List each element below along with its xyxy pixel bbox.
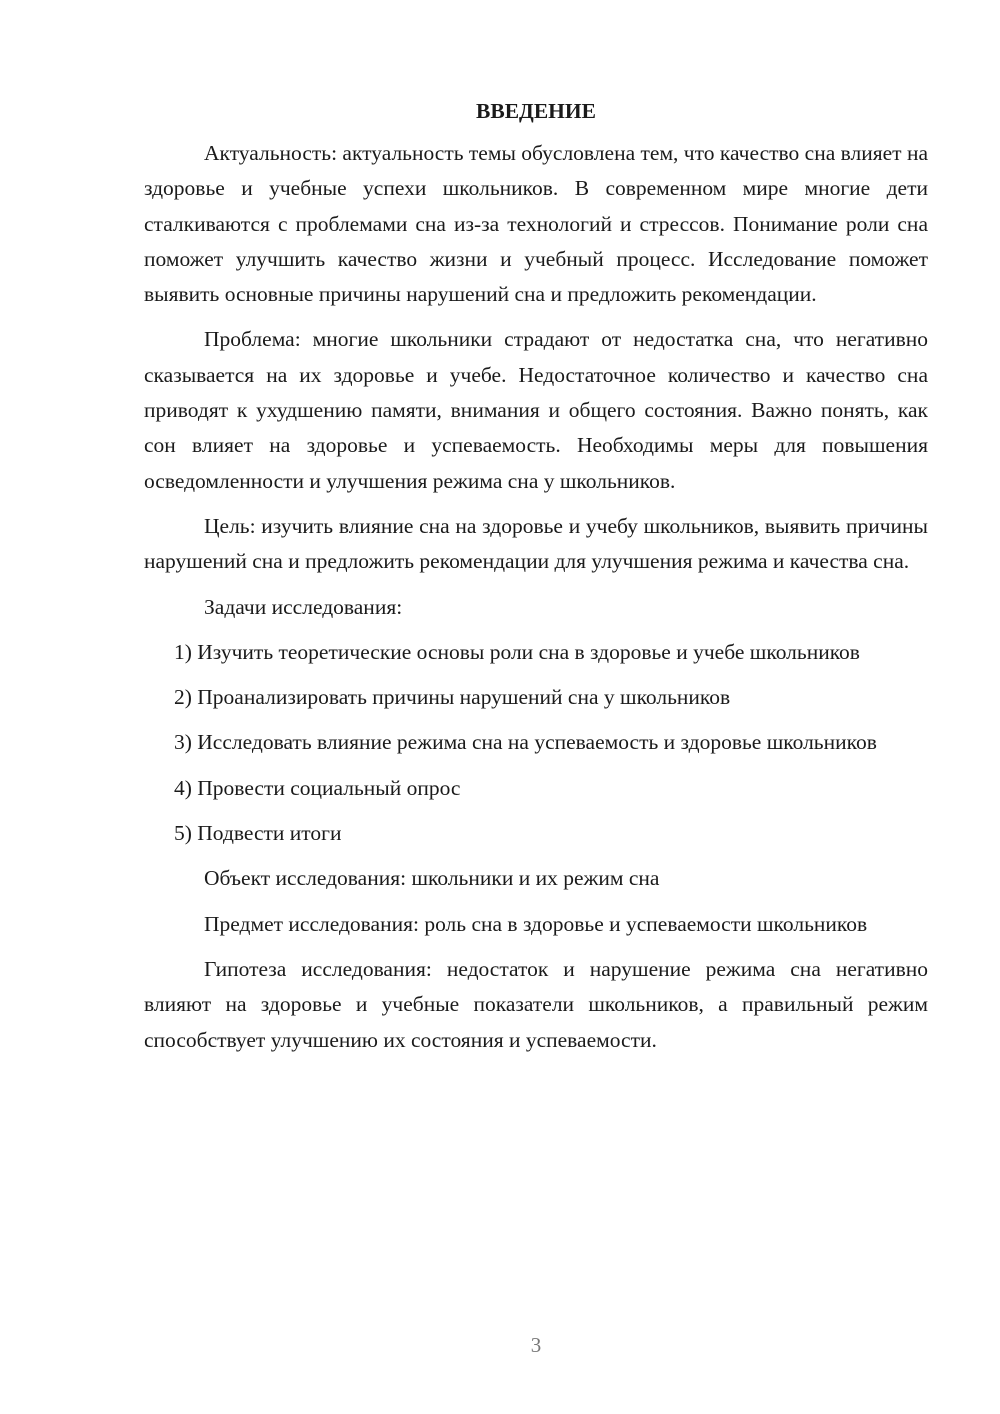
task-item-2: 2) Проанализировать причины нарушений сна у школьников: [174, 685, 731, 710]
page-number: 3: [530, 1333, 542, 1357]
task-item-5: 5) Подвести итоги: [174, 821, 342, 846]
paragraph-problem: Проблема: многие школьники страдают от недостатка сна, что негативно сказывается на их здоровье и учебе. Недостаточное количество и качество сна приводят к ухудшению памяти, внимания и общего состояния. Важно понять, как сон влияет на здоровье и успеваемость. Необходимы меры для повышения осведомленности и улучшения режима сна у школьников.: [144, 327, 928, 493]
section-heading: ВВЕДЕНИЕ: [476, 99, 596, 123]
paragraph-hypothesis: Гипотеза исследования: недостаток и нарушение режима сна негативно влияют на здоровье и учебные показатели школьников, а правильный режим способствует улучшению их состояния и успеваемости.: [144, 956, 928, 1052]
tasks-title: Задачи исследования:: [204, 594, 403, 619]
task-item-3: 3) Исследовать влияние режима сна на успеваемость и здоровье школьников: [174, 730, 877, 755]
paragraph-goal: Цель: изучить влияние сна на здоровье и учебу школьников, выявить причины нарушений сна и предложить рекомендации для улучшения режима и качества сна.: [144, 513, 928, 574]
paragraph-subject: Предмет исследования: роль сна в здоровье и успеваемости школьников: [204, 911, 868, 936]
paragraph-relevance: Актуальность: актуальность темы обусловлена тем, что качество сна влияет на здоровье и учебные успехи школьников. В современном мире многие дети сталкиваются с проблемами сна из-за технологий и стрессов. Понимание роли сна поможет улучшить качество жизни и учебный процесс. Исследование поможет выявить основные причины нарушений сна и предложить рекомендации.: [144, 141, 928, 307]
task-item-4: 4) Провести социальный опрос: [174, 775, 461, 800]
task-item-1: 1) Изучить теоретические основы роли сна в здоровье и учебе школьников: [174, 639, 860, 664]
paragraph-object: Объект исследования: школьники и их режим сна: [204, 866, 660, 891]
document-page: [144, 92, 928, 1068]
